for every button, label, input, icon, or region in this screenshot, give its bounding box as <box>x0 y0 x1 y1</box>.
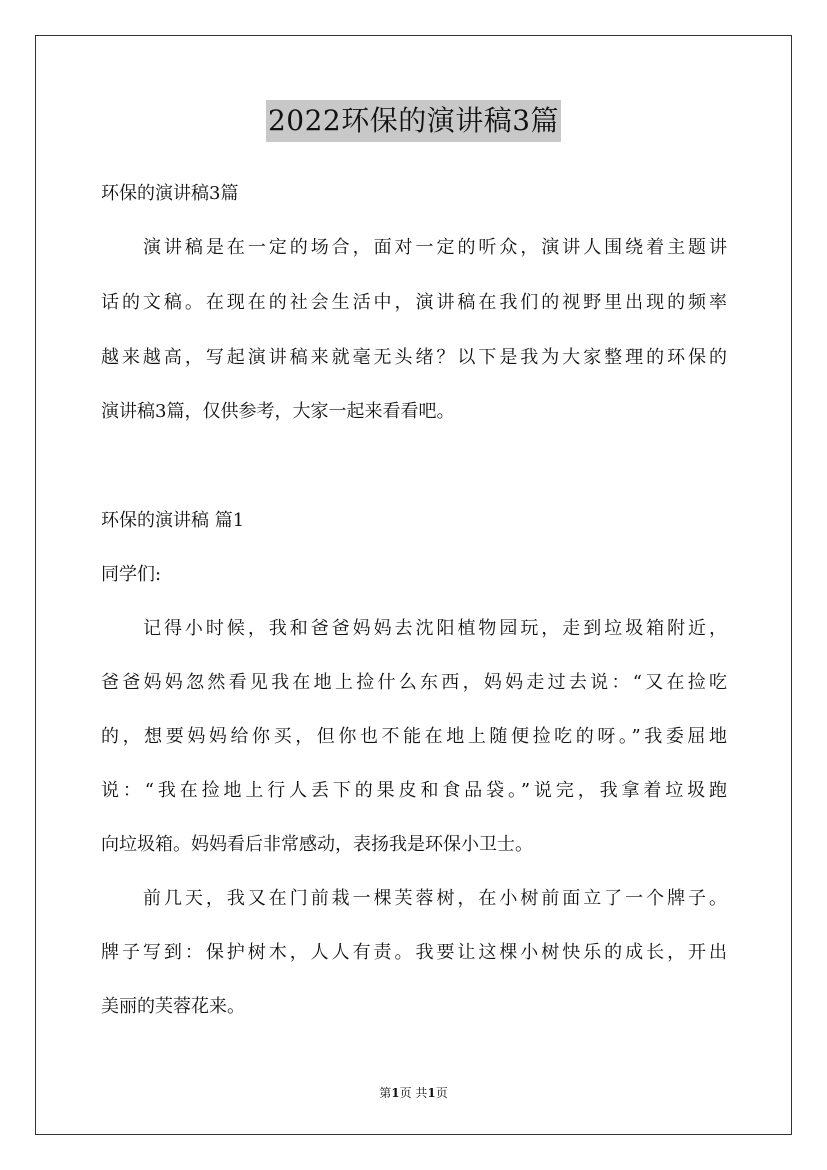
paragraph-line: 说：“我在捡地上行人丢下的果皮和食品袋。”说完，我拿着垃圾跑 <box>101 780 727 801</box>
footer-suffix: 页 <box>435 1086 448 1100</box>
document-title: 2022环保的演讲稿3篇 <box>266 100 561 142</box>
paragraph-line: 的，想要妈妈给你买，但你也不能在地上随便捡吃的呀。”我委屈地 <box>101 726 727 747</box>
paragraph-line: 牌子写到：保护树木，人人有责。我要让这棵小树快乐的成长，开出 <box>101 942 727 963</box>
page-footer <box>0 1085 827 1101</box>
intro-line: 越来越高，写起演讲稿来就毫无头绪？以下是我为大家整理的环保的 <box>101 347 727 368</box>
footer-page-current: 1 <box>391 1086 400 1100</box>
paragraph-line: 前几天，我又在门前栽一棵芙蓉树，在小树前面立了一个牌子。 <box>143 888 727 909</box>
paragraph-line: 记得小时候，我和爸爸妈妈去沈阳植物园玩，走到垃圾箱附近， <box>143 618 727 639</box>
footer-mid: 页 共 <box>399 1086 428 1100</box>
paragraph-line: 美丽的芙蓉花来。 <box>101 996 245 1017</box>
section-heading: 环保的演讲稿 篇1 <box>101 510 245 531</box>
footer-prefix: 第 <box>379 1086 392 1100</box>
intro-line: 演讲稿是在一定的场合，面对一定的听众，演讲人围绕着主题讲 <box>143 237 727 258</box>
paragraph-line: 向垃圾箱。妈妈看后非常感动，表扬我是环保小卫士。 <box>101 834 533 855</box>
paragraph-line: 爸爸妈妈忽然看见我在地上捡什么东西，妈妈走过去说：“又在捡吃 <box>101 672 727 693</box>
document-subtitle: 环保的演讲稿3篇 <box>101 183 239 204</box>
footer-page-total: 1 <box>427 1086 436 1100</box>
intro-line: 演讲稿3篇，仅供参考，大家一起来看看吧。 <box>101 401 455 422</box>
salutation: 同学们: <box>101 564 162 585</box>
intro-line: 话的文稿。在现在的社会生活中，演讲稿在我们的视野里出现的频率 <box>101 292 727 313</box>
title-container <box>0 100 827 142</box>
